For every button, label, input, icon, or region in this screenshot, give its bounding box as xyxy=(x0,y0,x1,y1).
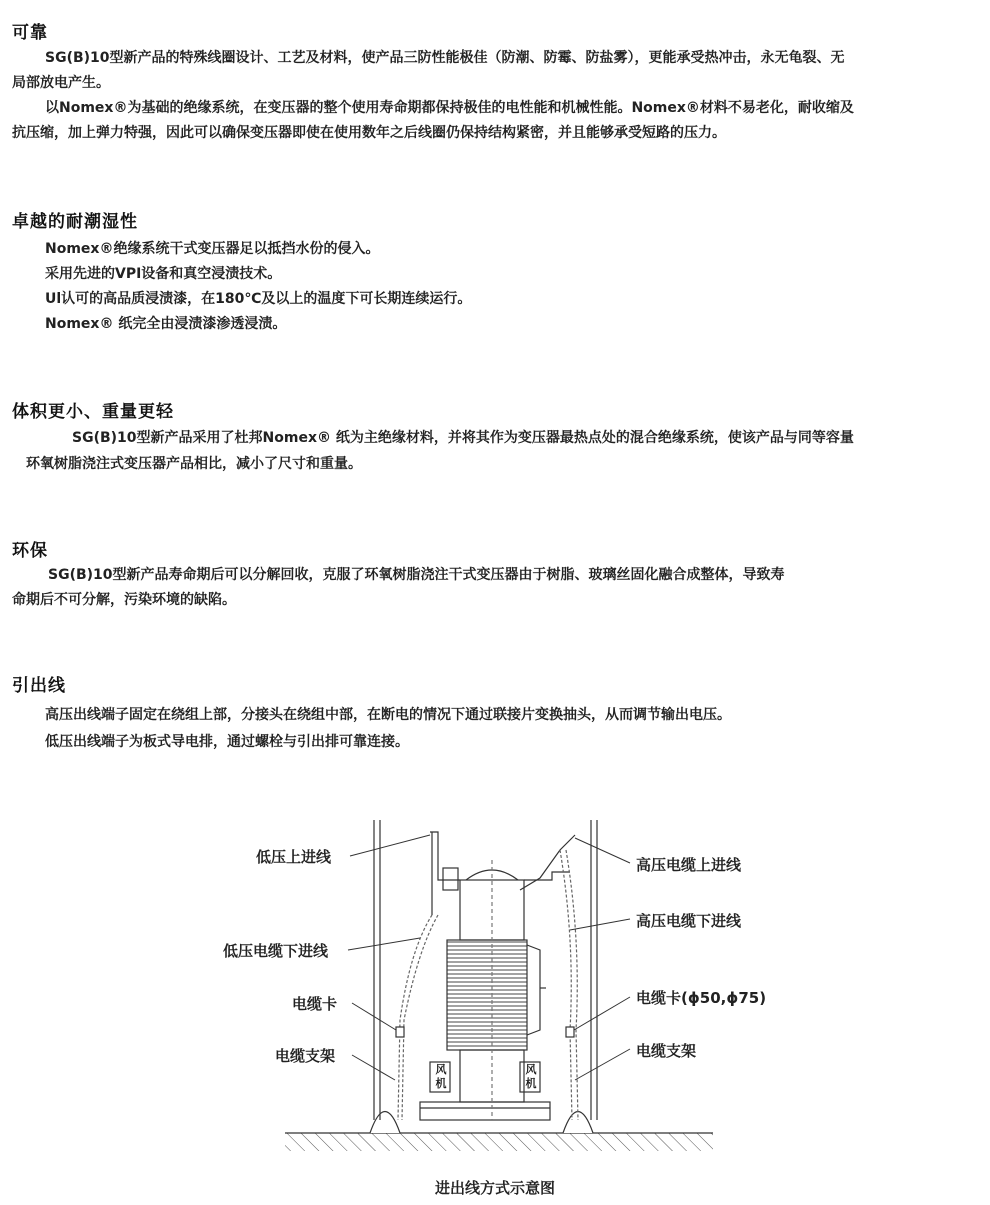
fan-right-char: 机 xyxy=(525,1077,537,1090)
heading-moisture: 卓越的耐潮湿性 xyxy=(12,212,138,232)
label-cable-clamp-left: 电缆卡 xyxy=(292,995,338,1013)
fan-left-label xyxy=(433,1063,449,1091)
heading-leads: 引出线 xyxy=(12,676,66,696)
paragraph-line: 高压出线端子固定在绕组上部，分接头在绕组中部，在断电的情况下通过联接片变换抽头，从而调节输出电压。 xyxy=(45,707,731,723)
wiring-diagram xyxy=(0,790,990,1205)
paragraph-line: Nomex®绝缘系统干式变压器足以抵挡水份的侵入。 xyxy=(45,241,380,257)
paragraph-line: 命期后不可分解，污染环境的缺陷。 xyxy=(12,592,236,608)
paragraph-line: Ul认可的高品质浸渍漆，在180℃及以上的温度下可长期连续运行。 xyxy=(45,291,472,307)
fan-right-char: 风 xyxy=(525,1063,537,1076)
paragraph-line: SG(B)10型新产品采用了杜邦Nomex® 纸为主绝缘材料，并将其作为变压器最热点处的混合绝缘系统，使该产品与同等容量 xyxy=(72,430,854,446)
paragraph-line: 局部放电产生。 xyxy=(12,75,110,91)
label-cable-support-right: 电缆支架 xyxy=(636,1042,697,1060)
paragraph-line: 低压出线端子为板式导电排，通过螺栓与引出排可靠连接。 xyxy=(45,734,409,750)
paragraph-line: SG(B)10型新产品的特殊线圈设计、工艺及材料，使产品三防性能极佳（防潮、防霉、防盐雾），更能承受热冲击，永无龟裂、无 xyxy=(45,50,845,66)
paragraph-line: SG(B)10型新产品寿命期后可以分解回收，克服了环氧树脂浇注干式变压器由于树脂、玻璃丝固化融合成整体，导致寿 xyxy=(48,567,785,583)
coil-lines xyxy=(447,942,527,1046)
heading-smaller-lighter: 体积更小、重量更轻 xyxy=(12,402,174,422)
paragraph-line: 抗压缩，加上弹力特强，因此可以确保变压器即使在使用数年之后线圈仍保持结构紧密，并且能够承受短路的压力。 xyxy=(12,125,726,141)
diagram-caption: 进出线方式示意图 xyxy=(434,1179,555,1197)
fan-left-char: 风 xyxy=(435,1063,447,1076)
heading-reliable: 可靠 xyxy=(12,23,48,43)
paragraph-line: 采用先进的VPI设备和真空浸渍技术。 xyxy=(45,266,282,282)
paragraph-line: 环氧树脂浇注式变压器产品相比，减小了尺寸和重量。 xyxy=(26,456,362,472)
label-lv-top-entry: 低压上进线 xyxy=(256,848,332,866)
label-cable-clamp-right: 电缆卡(ϕ50,ϕ75) xyxy=(636,989,767,1007)
heading-eco: 环保 xyxy=(12,541,48,561)
label-hv-cable-bottom-entry: 高压电缆下进线 xyxy=(636,912,742,930)
label-cable-support-left: 电缆支架 xyxy=(275,1047,336,1065)
label-lv-cable-bottom-entry: 低压电缆下进线 xyxy=(223,942,329,960)
fan-right-label xyxy=(523,1063,539,1091)
fan-left-char: 机 xyxy=(435,1077,447,1090)
paragraph-line: 以Nomex®为基础的绝缘系统，在变压器的整个使用寿命期都保持极佳的电性能和机械性能。Nomex®材料不易老化，耐收缩及 xyxy=(45,100,854,116)
label-hv-cable-top-entry: 高压电缆上进线 xyxy=(636,856,742,874)
paragraph-line: Nomex® 纸完全由浸渍漆渗透浸渍。 xyxy=(45,316,287,332)
